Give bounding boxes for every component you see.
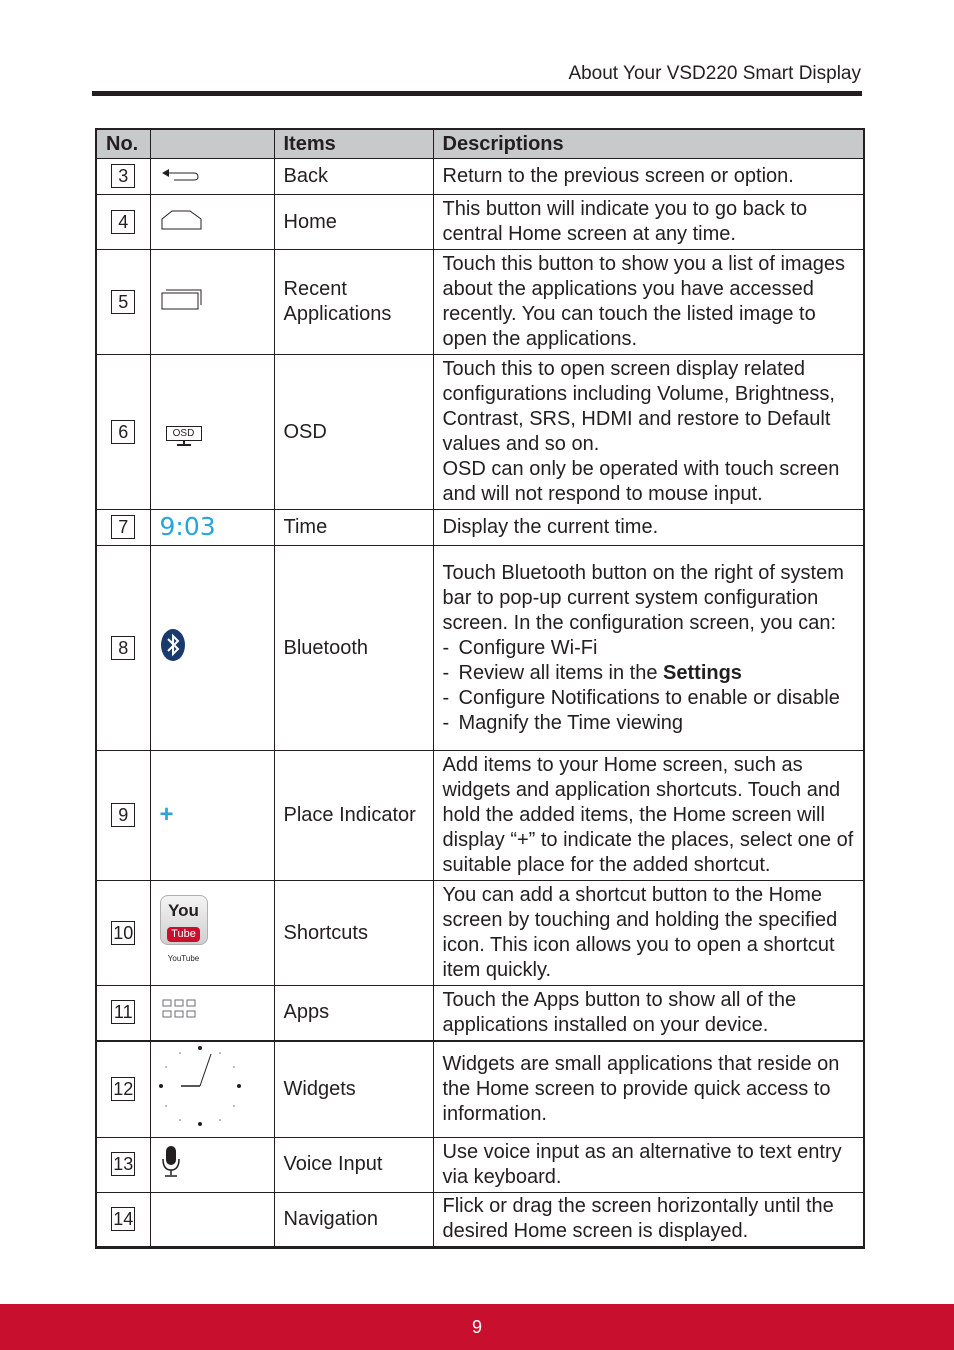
page-footer <box>0 1304 954 1350</box>
youtube-icon: You Tube YouTube <box>160 895 208 971</box>
item-description: This button will indicate you to go back to central Home screen at any time. <box>433 195 864 250</box>
table-row <box>96 751 864 881</box>
row-number: 7 <box>111 515 135 539</box>
bullet-item: - Configure Wi-Fi <box>442 636 598 659</box>
row-number: 13 <box>113 1154 134 1174</box>
item-description: Display the current time. <box>433 510 864 546</box>
header-divider <box>92 91 862 96</box>
bullet-item: - Configure Notifications to enable or disable <box>442 686 840 709</box>
item-description: You can add a shortcut button to the Home screen by touching and holding the specified icon. This icon allows you to open a shortcut item quickly. <box>433 881 864 986</box>
table-row <box>96 195 864 250</box>
item-description: Add items to your Home screen, such as widgets and application shortcuts. Touch and hold the added items, the Home screen will display “+” to indicate the places, select one of suitable place for the added shortcut. <box>433 751 864 881</box>
item-name: Widgets <box>274 1041 433 1138</box>
microphone-icon <box>160 1161 182 1183</box>
table-row <box>96 881 864 986</box>
item-description: Flick or drag the screen horizontally until the desired Home screen is displayed. <box>433 1192 864 1247</box>
item-description: Touch the Apps button to show all of the applications installed on your device. <box>433 986 864 1041</box>
table-row <box>96 510 864 546</box>
row-number: 11 <box>111 1000 135 1024</box>
back-arrow-icon <box>160 165 202 187</box>
page-header-title: About Your VSD220 Smart Display <box>568 63 861 84</box>
recent-apps-icon <box>160 294 204 316</box>
table-row <box>96 159 864 195</box>
row-number: 9 <box>111 803 135 827</box>
item-name: Time <box>274 510 433 546</box>
apps-grid-icon <box>160 1004 200 1026</box>
empty-icon-cell <box>150 1192 274 1247</box>
table-row <box>96 546 864 751</box>
home-icon <box>160 213 204 235</box>
item-description <box>433 546 864 751</box>
osd-icon-label: OSD <box>166 426 202 441</box>
bullet-item: - Review all items in the Settings <box>442 661 742 684</box>
item-name: Shortcuts <box>274 881 433 986</box>
table-row <box>96 1137 864 1192</box>
description-paragraph: OSD can only be operated with touch screen and will not respond to mouse input. <box>442 458 840 505</box>
analog-clock-icon <box>155 1113 245 1135</box>
item-description <box>433 355 864 510</box>
youtube-caption: YouTube <box>167 954 200 963</box>
item-name: Place Indicator <box>274 751 433 881</box>
row-number: 12 <box>113 1078 134 1099</box>
item-name: Recent Applications <box>274 250 433 355</box>
row-number: 5 <box>111 290 135 314</box>
items-table <box>95 128 865 1249</box>
item-name: Apps <box>274 986 433 1041</box>
header-items: Items <box>274 129 433 159</box>
item-description: Widgets are small applications that reside on the Home screen to provide quick access to information. <box>433 1041 864 1138</box>
header-icon <box>150 129 274 159</box>
page-number: 9 <box>471 1317 482 1337</box>
item-name: Home <box>274 195 433 250</box>
row-number: 4 <box>111 210 135 234</box>
item-name: Navigation <box>274 1192 433 1247</box>
header-descriptions: Descriptions <box>433 129 864 159</box>
settings-bold: Settings <box>663 661 742 684</box>
item-name: Voice Input <box>274 1137 433 1192</box>
table-row <box>96 1041 864 1138</box>
bluetooth-icon <box>160 645 186 667</box>
plus-icon: + <box>159 801 174 828</box>
row-number: 14 <box>113 1208 134 1229</box>
item-name: Back <box>274 159 433 195</box>
item-description: Use voice input as an alternative to text entry via keyboard. <box>433 1137 864 1192</box>
header-no: No. <box>96 129 150 159</box>
row-number: 3 <box>111 164 135 188</box>
description-paragraph: Touch this to open screen display related configurations including Volume, Brightness, Contrast, SRS, HDMI and restore to Default values and so on. <box>442 358 835 455</box>
clock-time-icon: 9:03 <box>159 511 216 541</box>
item-name: Bluetooth <box>274 546 433 751</box>
item-name: OSD <box>274 355 433 510</box>
item-description: Return to the previous screen or option. <box>433 159 864 195</box>
osd-icon <box>166 426 202 446</box>
table-row <box>96 986 864 1041</box>
row-number: 10 <box>113 922 134 943</box>
table-row <box>96 1192 864 1247</box>
table-header-row <box>96 129 864 159</box>
table-row <box>96 250 864 355</box>
row-number: 6 <box>111 420 135 444</box>
description-paragraph: Touch Bluetooth button on the right of system bar to pop-up current system configuration screen. In the configuration screen, you can: <box>442 561 844 634</box>
row-number: 8 <box>111 636 135 660</box>
table-row <box>96 355 864 510</box>
bullet-item: - Magnify the Time viewing <box>442 711 684 734</box>
item-description: Touch this button to show you a list of images about the applications you have accessed recently. You can touch the listed image to open the applications. <box>433 250 864 355</box>
